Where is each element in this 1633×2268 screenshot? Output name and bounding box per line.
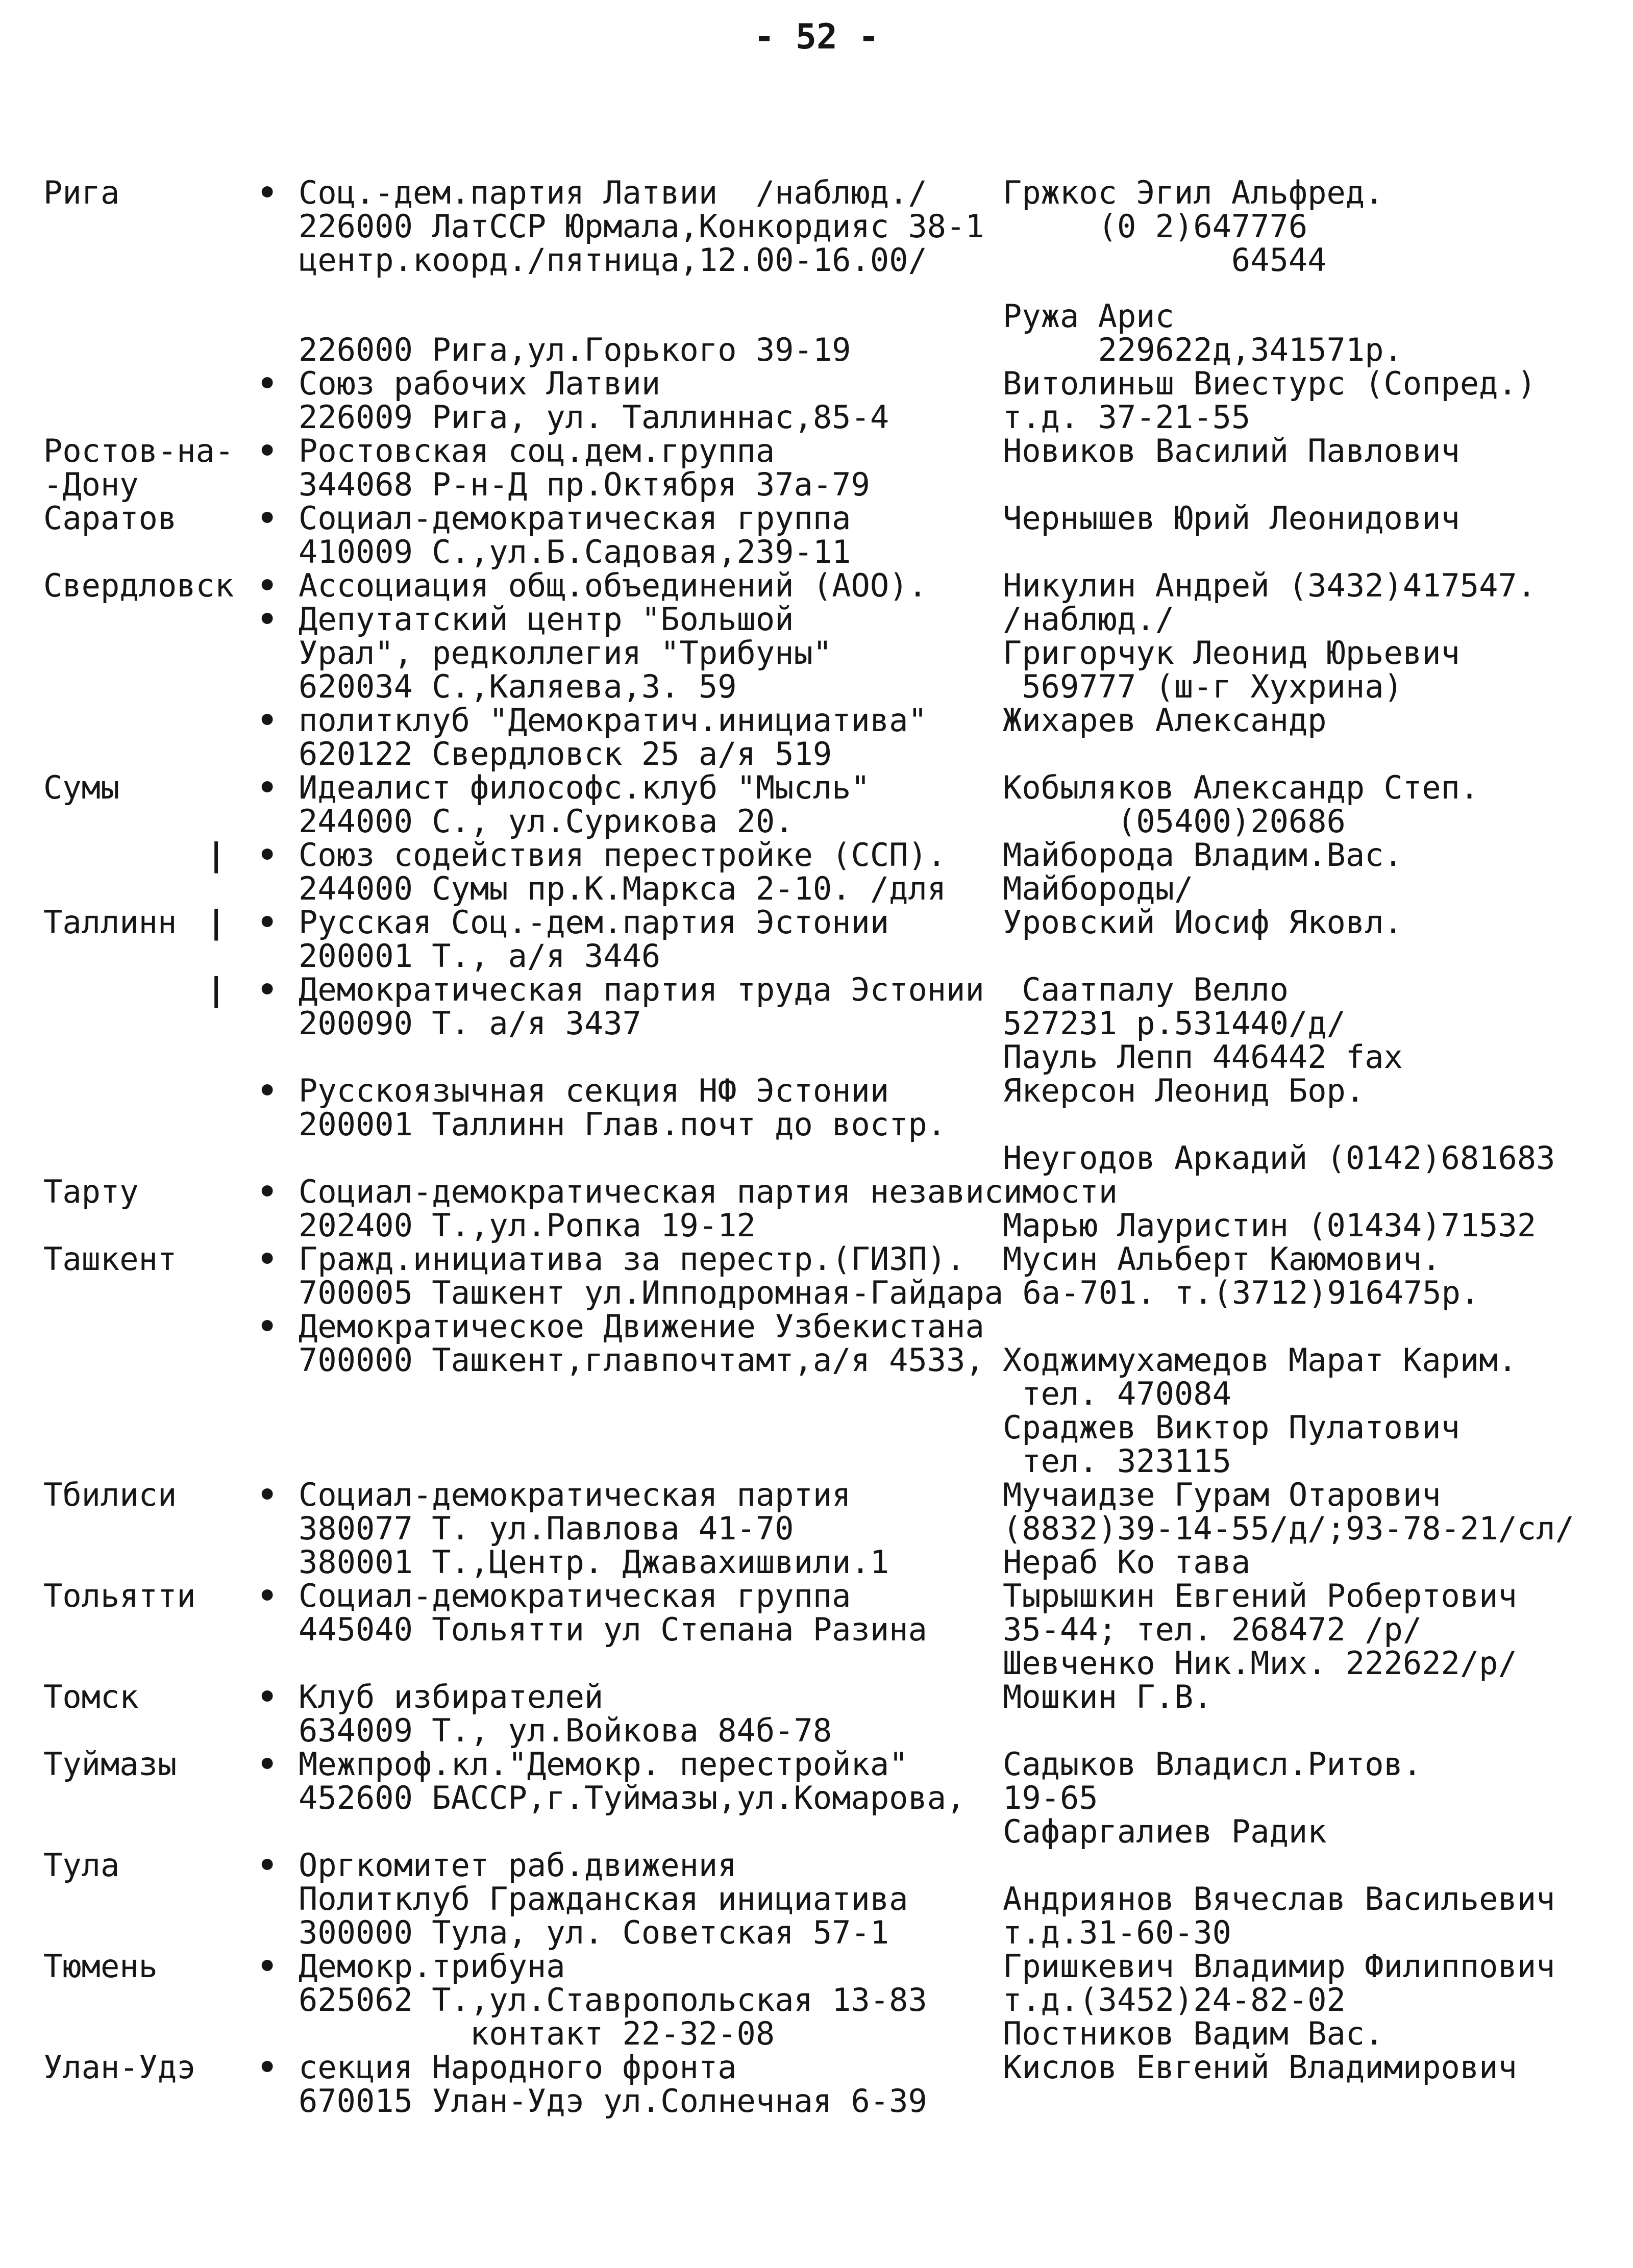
directory-row [43, 1343, 1600, 1377]
city-label: Улан-Удэ [43, 2049, 196, 2086]
contact-text: /наблюд./ [1003, 601, 1174, 638]
contact-text: Майбороды/ [1003, 870, 1194, 907]
contact-text: Гржкос Эгил Альфред. [1003, 174, 1384, 211]
directory-row [43, 1950, 1600, 1983]
organization-text: Социал-демократическая партия [299, 1476, 851, 1513]
directory-row [43, 1579, 1600, 1613]
organization-text: 445040 Тольятти ул Степана Разина [299, 1611, 927, 1648]
directory-row [43, 333, 1600, 367]
organization-text: 700005 Ташкент ул.Ипподромная-Гайдара 6а-701. т.(3712)916475р. [299, 1274, 1480, 1311]
directory-row [43, 1644, 1600, 1682]
organization-text: 202400 Т.,ул.Ропка 19-12 [299, 1207, 756, 1244]
contact-text: Садыков Владисл.Ритов. [1003, 1746, 1422, 1783]
directory-row [43, 1007, 1600, 1040]
organization-text: Клуб избирателей [299, 1678, 604, 1715]
contact-text: Нераб Ко тава [1003, 1543, 1251, 1581]
directory-row [43, 569, 1600, 603]
bullet-mark: • [258, 1240, 277, 1278]
margin-bar-mark: | [207, 971, 226, 1008]
contact-text: Мучаидзе Гурам Отарович [1003, 1476, 1441, 1513]
bullet-mark: • [258, 1308, 277, 1345]
directory-row [43, 434, 1600, 468]
directory-row [43, 1714, 1600, 1748]
directory-row [43, 2051, 1600, 2084]
organization-text: 670015 Улан-Удэ ул.Солнечная 6-39 [299, 2082, 927, 2120]
directory-row [43, 939, 1600, 973]
contact-text: Сраджев Виктор Пулатович [1003, 1409, 1460, 1446]
contact-text: Чернышев Юрий Леонидович [1003, 500, 1460, 537]
directory-row [43, 1613, 1600, 1647]
directory-row [43, 1748, 1600, 1781]
bullet-mark: • [258, 1173, 277, 1210]
directory-row [43, 1074, 1600, 1108]
bullet-mark: • [258, 769, 277, 806]
directory-row [43, 1916, 1600, 1950]
organization-text: Социал-демократическая группа [299, 500, 851, 537]
directory-row [43, 603, 1600, 636]
bullet-mark: • [258, 174, 277, 211]
directory-row [43, 838, 1600, 872]
city-label: Ташкент [43, 1240, 177, 1278]
contact-text: Ходжимухамедов Марат Карим. [1003, 1341, 1517, 1379]
directory-row [43, 2017, 1600, 2051]
directory-row [43, 1310, 1600, 1343]
city-label: Рига [43, 174, 120, 211]
contact-text: Майборода Владим.Вас. [1003, 836, 1403, 874]
city-label: Саратов [43, 500, 177, 537]
organization-text: Ростовская соц.дем.группа [299, 432, 775, 469]
contact-text: Григорчук Леонид Юрьевич [1003, 634, 1460, 671]
bullet-mark: • [258, 567, 277, 604]
directory-row [43, 771, 1600, 805]
city-label: Томск [43, 1678, 139, 1715]
directory-row [43, 1411, 1600, 1444]
bullet-mark: • [258, 601, 277, 638]
contact-text: Кобыляков Александр Степ. [1003, 769, 1479, 806]
contact-text: Неугодов Аркадий (0142)681683 [1003, 1139, 1555, 1177]
directory-row [43, 1444, 1600, 1478]
organization-text: 226000 ЛатССР Юрмала,Конкордияс 38-1 [299, 208, 984, 245]
contact-text: Никулин Андрей (3432)417547. [1003, 567, 1537, 604]
city-label: Тюмень [43, 1948, 158, 1985]
directory-row [43, 1680, 1600, 1714]
organization-text: центр.коорд./пятница,12.00-16.00/ [299, 241, 927, 279]
organization-text: Демократическая партия труда Эстонии [299, 971, 984, 1008]
bullet-mark: • [258, 500, 277, 537]
city-label: Таллинн [43, 904, 177, 941]
organization-text: Урал", редколлегия "Трибуны" [299, 634, 832, 671]
contact-text: 35-44; тел. 268472 /р/ [1003, 1611, 1422, 1648]
directory-row [43, 2084, 1600, 2118]
directory-row [43, 176, 1600, 210]
organization-text: Союз рабочих Латвии [299, 365, 661, 402]
bullet-mark: • [258, 836, 277, 874]
contact-text: (0 2)647776 [1003, 208, 1308, 245]
city-label: Тула [43, 1847, 120, 1884]
contact-text: Кислов Евгений Владимирович [1003, 2049, 1517, 2086]
directory-row [43, 1209, 1600, 1242]
directory-row [43, 973, 1600, 1007]
organization-text: 625062 Т.,ул.Ставропольская 13-83 [299, 1981, 927, 2018]
contact-text: Новиков Василий Павлович [1003, 432, 1460, 469]
directory-row [43, 468, 1600, 502]
contact-text: Витолиньш Виестурс (Сопред.) [1003, 365, 1537, 402]
directory-row [43, 535, 1600, 569]
directory-row [43, 1781, 1600, 1815]
contact-text: 64544 [1003, 241, 1327, 279]
directory-row [43, 704, 1600, 737]
contact-text: Сафаргалиев Радик [1003, 1813, 1327, 1850]
bullet-mark: • [258, 1948, 277, 1985]
directory-row [43, 1040, 1600, 1074]
organization-text: 452600 БАССР,г.Туймазы,ул.Комарова, [299, 1779, 966, 1816]
bullet-mark: • [258, 702, 277, 739]
organization-text: 410009 С.,ул.Б.Садовая,239-11 [299, 533, 851, 570]
bullet-mark: • [258, 1476, 277, 1513]
directory-row [43, 872, 1600, 906]
directory-row [43, 1882, 1600, 1916]
organization-text: Оргкомитет раб.движения [299, 1847, 737, 1884]
directory-row [43, 1478, 1600, 1512]
directory-row [43, 1849, 1600, 1882]
bullet-mark: • [258, 1072, 277, 1109]
contact-text: 569777 (ш-г Хухрина) [1003, 668, 1403, 705]
contact-text: Мошкин Г.В. [1003, 1678, 1213, 1715]
contact-text: Саатпалу Велло [1003, 971, 1289, 1008]
contact-text: Гришкевич Владимир Филиппович [1003, 1948, 1555, 1985]
contact-text: Жихарев Александр [1003, 702, 1327, 739]
bullet-mark: • [258, 1746, 277, 1783]
directory-row [43, 670, 1600, 704]
directory-row [43, 398, 1600, 436]
directory-row [43, 1815, 1600, 1849]
bullet-mark: • [258, 432, 277, 469]
bullet-mark: • [258, 1577, 277, 1614]
city-label: Свердловск [43, 567, 234, 604]
organization-text: 380001 Т.,Центр. Джавахишвили.1 [299, 1543, 889, 1581]
directory-row [43, 210, 1600, 243]
bullet-mark: • [258, 1847, 277, 1884]
directory-row [43, 906, 1600, 939]
directory-row [43, 1175, 1600, 1209]
directory-row [43, 1242, 1600, 1276]
directory-row [43, 1141, 1600, 1175]
organization-text: 300000 Тула, ул. Советская 57-1 [299, 1914, 889, 1951]
organization-text: 200001 Таллинн Глав.почт до востр. [299, 1106, 947, 1143]
organization-text: секция Народного фронта [299, 2049, 737, 2086]
contact-text: Марью Лауристин (01434)71532 [1003, 1207, 1537, 1244]
directory-row [43, 1108, 1600, 1141]
directory-row [43, 1377, 1600, 1411]
city-label: Тольятти [43, 1577, 196, 1614]
organization-text: Демократическое Движение Узбекистана [299, 1308, 984, 1345]
directory-row [43, 1543, 1600, 1581]
organization-text: 244000 Сумы пр.К.Маркса 2-10. /для [299, 870, 947, 907]
organization-text: Социал-демократическая группа [299, 1577, 851, 1614]
organization-text: Ассоциация общ.объединений (АОО). [299, 567, 927, 604]
organization-text: Соц.-дем.партия Латвии /наблюд./ [299, 174, 927, 211]
city-label: Тбилиси [43, 1476, 177, 1513]
city-label: Тарту [43, 1173, 139, 1210]
directory-row [43, 1983, 1600, 2017]
directory-row [43, 243, 1600, 277]
organization-text: Гражд.инициатива за перестр.(ГИЗП). [299, 1240, 966, 1278]
organization-text: 226000 Рига,ул.Горького 39-19 [299, 331, 851, 368]
row-gap [43, 277, 1600, 300]
bullet-mark: • [258, 971, 277, 1008]
contact-text: Шевченко Ник.Мих. 222622/р/ [1003, 1644, 1517, 1682]
directory-entries [43, 176, 1600, 2118]
organization-text: Союз содействия перестройке (ССП). [299, 836, 947, 874]
organization-text: 244000 С., ул.Сурикова 20. [299, 803, 794, 840]
organization-text: 380077 Т. ул.Павлова 41-70 [299, 1510, 794, 1547]
contact-text: (8832)39-14-55/д/;93-78-21/сл/ [1003, 1510, 1574, 1547]
organization-text: 200090 Т. а/я 3437 [299, 1005, 641, 1042]
contact-text: Тырышкин Евгений Робертович [1003, 1577, 1517, 1614]
page-number: - 52 - [754, 17, 879, 57]
organization-text: 634009 Т., ул.Войкова 84б-78 [299, 1712, 832, 1749]
directory-row [43, 502, 1600, 535]
contact-text: 19-65 [1003, 1779, 1098, 1816]
city-label: Сумы [43, 769, 120, 806]
organization-text: контакт 22-32-08 [299, 2015, 775, 2052]
organization-text: 200001 Т., а/я 3446 [299, 937, 661, 975]
city-label: Туймазы [43, 1746, 177, 1783]
contact-text: (05400)20686 [1003, 803, 1346, 840]
contact-text: Пауль Лепп 446442 fax [1003, 1038, 1403, 1076]
organization-text: Межпроф.кл."Демокр. перестройка" [299, 1746, 908, 1783]
directory-row [43, 737, 1600, 771]
organization-text: Депутатский центр "Большой [299, 601, 794, 638]
directory-row [43, 297, 1600, 335]
contact-text: Андриянов Вячеслав Васильевич [1003, 1880, 1555, 1917]
contact-text: тел. 470084 [1003, 1375, 1231, 1412]
directory-row [43, 1276, 1600, 1310]
bullet-mark: • [258, 1678, 277, 1715]
organization-text: Идеалист философс.клуб "Мысль" [299, 769, 870, 806]
bullet-mark: • [258, 365, 277, 402]
organization-text: политклуб "Демократич.инициатива" [299, 702, 927, 739]
contact-text: Мусин Альберт Каюмович. [1003, 1240, 1441, 1278]
organization-text: Русскоязычная секция НФ Эстонии [299, 1072, 889, 1109]
bullet-mark: • [258, 2049, 277, 2086]
contact-text: 527231 р.531440/д/ [1003, 1005, 1346, 1042]
organization-text: 344068 Р-н-Д пр.Октября 37а-79 [299, 466, 870, 503]
contact-text: т.д.31-60-30 [1003, 1914, 1231, 1951]
organization-text: Демокр.трибуна [299, 1948, 565, 1985]
contact-text: Якерсон Леонид Бор. [1003, 1072, 1365, 1109]
contact-text: т.д.(3452)24-82-02 [1003, 1981, 1346, 2018]
organization-text: Русская Соц.-дем.партия Эстонии [299, 904, 889, 941]
organization-text: 620034 С.,Каляева,3. 59 [299, 668, 737, 705]
organization-text: Социал-демократическая партия независимости [299, 1173, 1118, 1210]
contact-text: Ружа Арис [1003, 297, 1174, 335]
contact-text: Уровский Иосиф Яковл. [1003, 904, 1403, 941]
organization-text: 700000 Ташкент,главпочтамт,а/я 4533, [299, 1341, 984, 1379]
contact-text: Постников Вадим Вас. [1003, 2015, 1384, 2052]
contact-text: т.д. 37-21-55 [1003, 398, 1251, 436]
bullet-mark: • [258, 904, 277, 941]
contact-text: тел. 323115 [1003, 1442, 1231, 1480]
city-label: Ростов-на- [43, 432, 234, 469]
organization-text: 620122 Свердловск 25 а/я 519 [299, 735, 832, 772]
city-label: -Дону [43, 466, 139, 503]
margin-bar-mark: | [207, 836, 226, 874]
directory-row [43, 636, 1600, 670]
directory-row [43, 805, 1600, 838]
organization-text: Политклуб Гражданская инициатива [299, 1880, 908, 1917]
directory-row [43, 1512, 1600, 1546]
directory-row [43, 367, 1600, 401]
contact-text: 229622д,341571р. [1003, 331, 1403, 368]
organization-text: 226009 Рига, ул. Таллиннас,85-4 [299, 398, 889, 436]
margin-bar-mark: | [207, 904, 226, 941]
